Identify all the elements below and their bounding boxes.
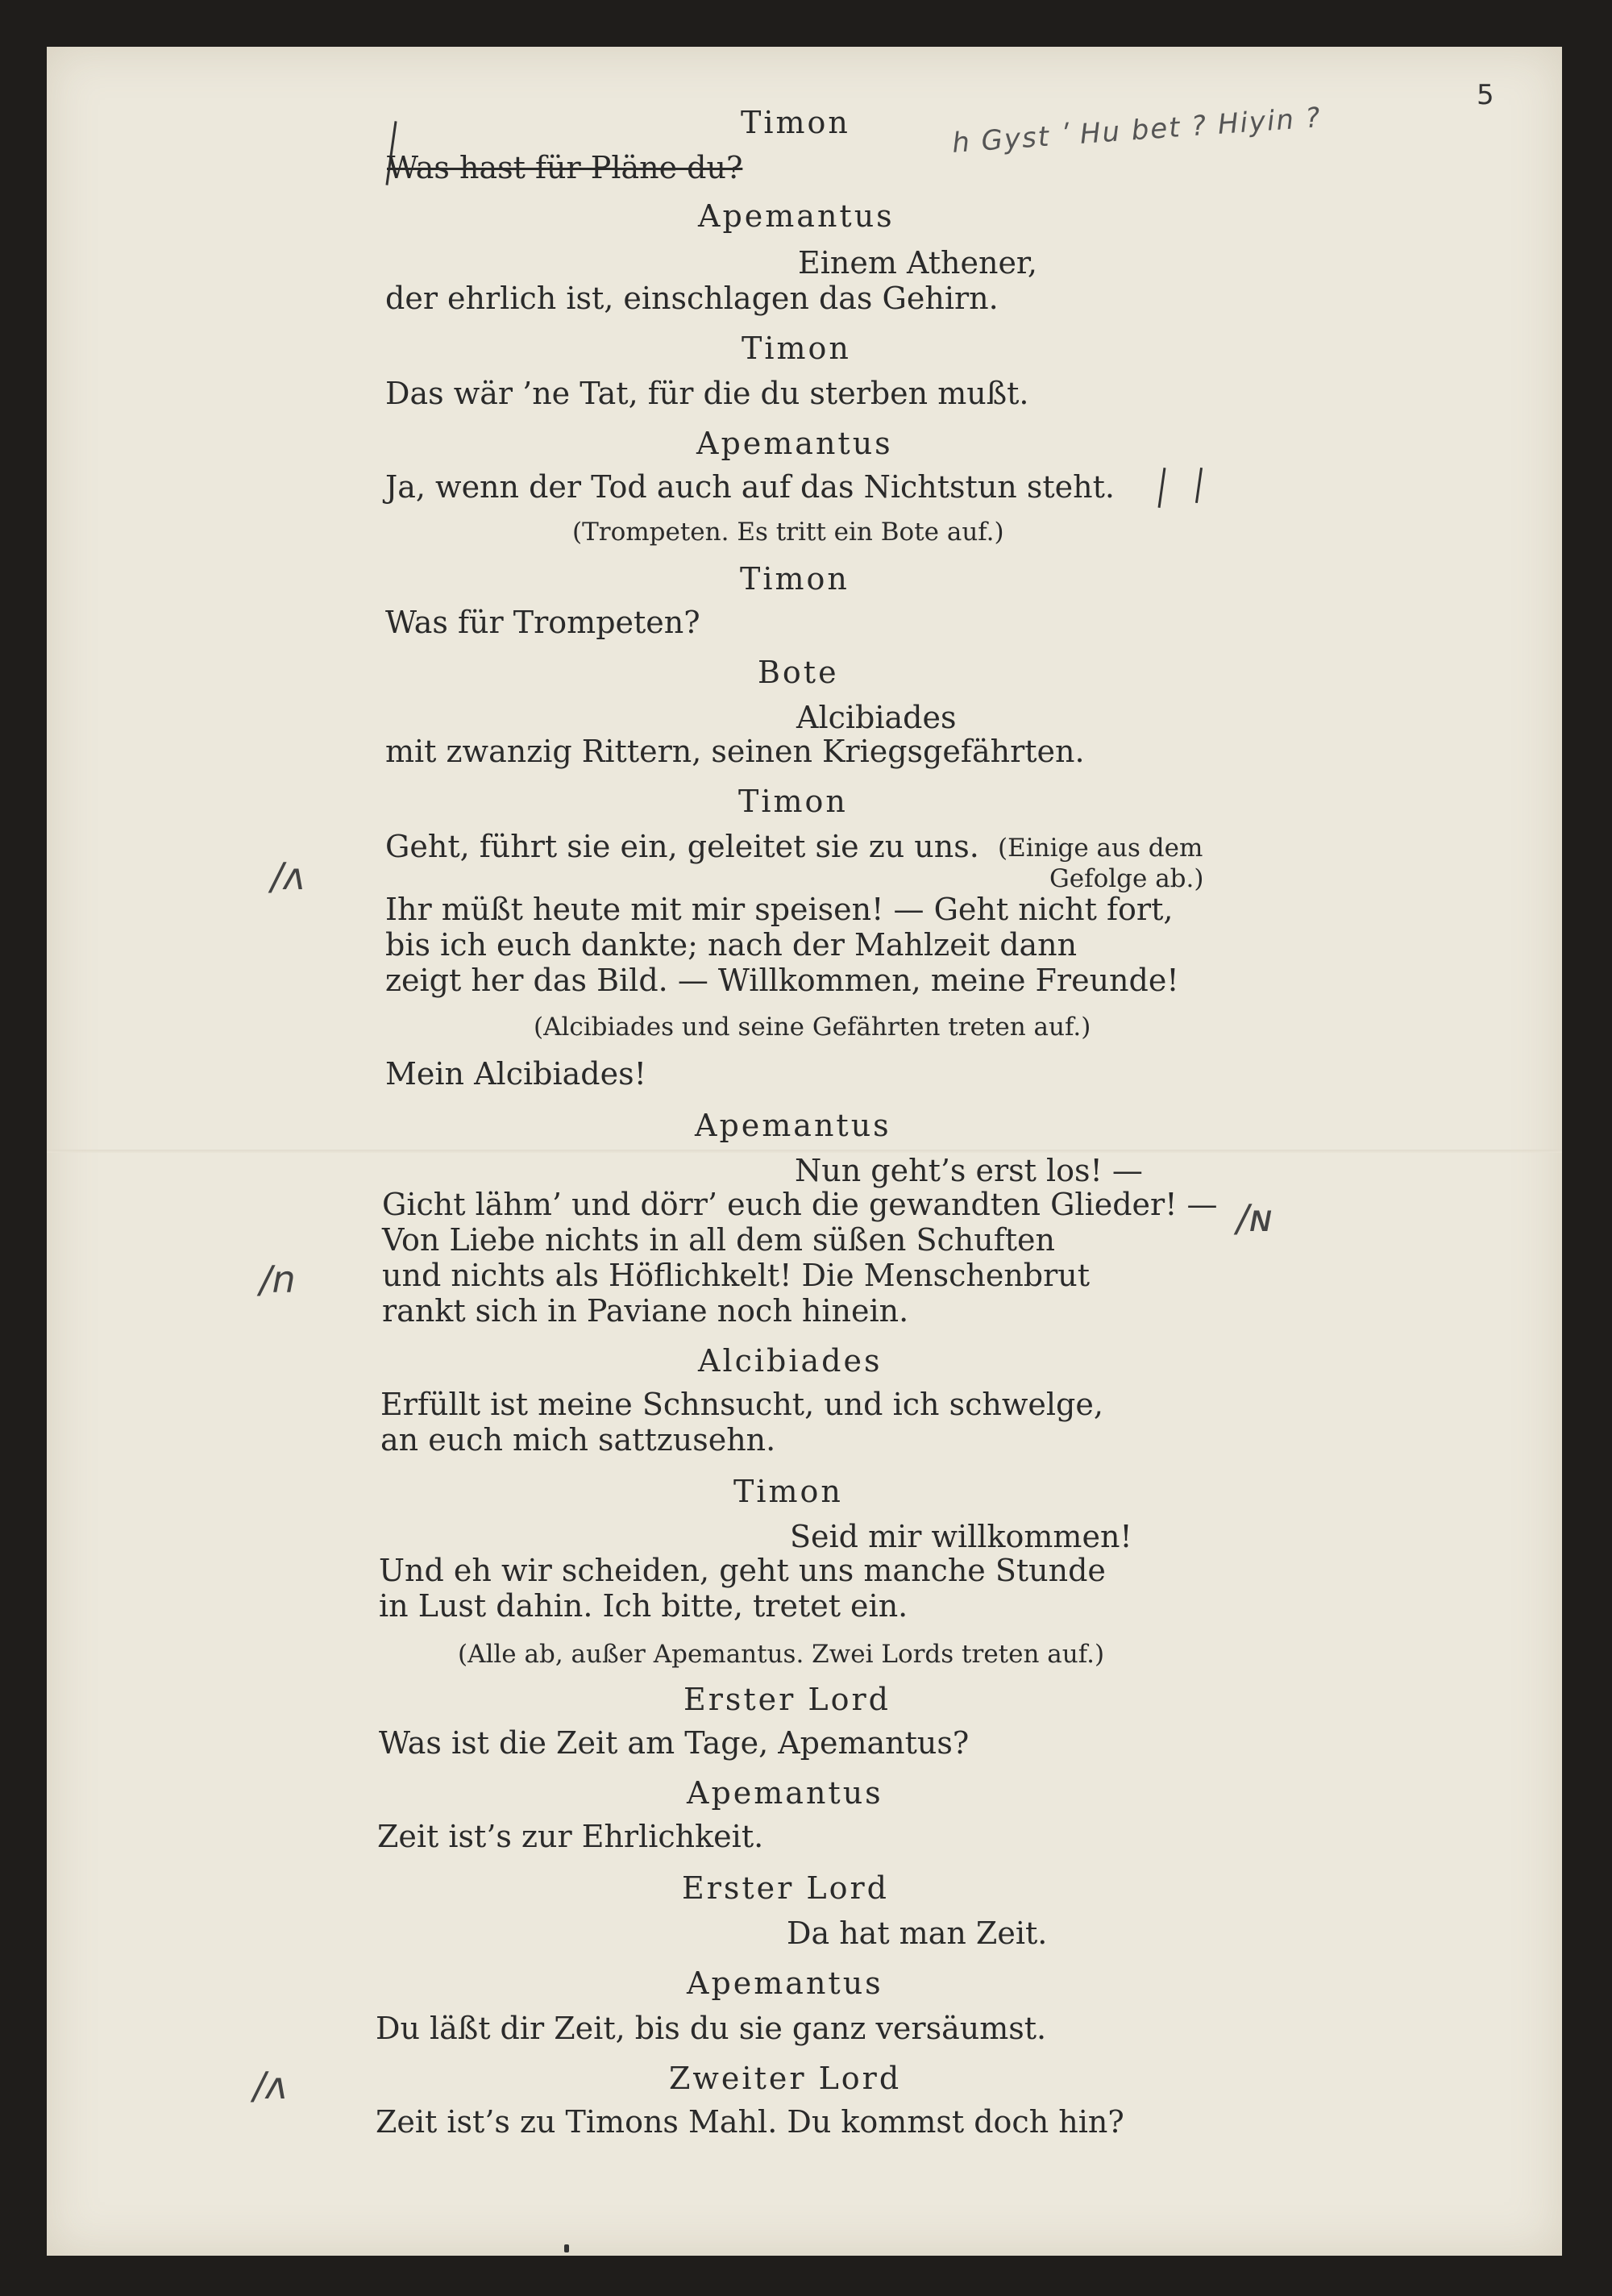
verse-line: Du läßt dir Zeit, bis du sie ganz versäumst. <box>376 2011 1047 2046</box>
verse-line: Zeit ist’s zu Timons Mahl. Du kommst doch hin? <box>376 2104 1124 2140</box>
speaker-name: Apemantus <box>695 1108 891 1143</box>
verse-line: Geht, führt sie ein, geleitet sie zu uns. <box>385 829 979 864</box>
speaker-name: Timon <box>733 1474 843 1509</box>
verse-line: Ihr müßt heute mit mir speisen! — Geht nicht fort, <box>385 892 1174 927</box>
speaker-name: Timon <box>740 561 850 597</box>
verse-line: zeigt her das Bild. — Willkommen, meine Freunde! <box>385 963 1179 998</box>
stage-direction: (Alle ab, außer Apemantus. Zwei Lords treten auf.) <box>458 1640 1105 1669</box>
verse-line: der ehrlich ist, einschlagen das Gehirn. <box>385 281 999 316</box>
verse-line: Alcibiades <box>796 700 957 735</box>
speaker-name: Timon <box>741 105 850 140</box>
verse-line: Nun geht’s erst los! — <box>795 1153 1143 1188</box>
verse-line: rankt sich in Paviane noch hinein. <box>382 1293 909 1329</box>
speaker-name: Bote <box>758 655 839 690</box>
verse-line: Von Liebe nichts in all dem süßen Schuften <box>382 1222 1056 1258</box>
stage-direction: (Alcibiades und seine Gefährten treten auf.) <box>534 1013 1091 1042</box>
speaker-name: Alcibiades <box>698 1343 883 1379</box>
verse-line: in Lust dahin. Ich bitte, tretet ein. <box>379 1588 908 1624</box>
verse-line: bis ich euch dankte; nach der Mahlzeit dann <box>385 927 1078 963</box>
verse-line: Mein Alcibiades! <box>385 1056 646 1092</box>
margin-mark: /ʌ <box>253 2064 288 2107</box>
handwritten-annotation: h Gyst ʹ Hu bet ? Hiyin ? <box>951 101 1323 160</box>
verse-line: Ja, wenn der Tod auch auf das Nichtstun steht. <box>385 469 1115 505</box>
margin-mark: /ʌ <box>271 855 305 898</box>
verse-line: Erfüllt ist meine Schnsucht, und ich schwelge, <box>380 1387 1103 1422</box>
stage-direction: (Trompeten. Es tritt ein Bote auf.) <box>572 518 1004 547</box>
ink-dot <box>564 2244 569 2252</box>
verse-line: an euch mich sattzusehn. <box>380 1422 776 1458</box>
stage-direction: (Einige aus dem <box>998 834 1203 863</box>
speaker-name: Apemantus <box>698 198 895 234</box>
speaker-name: Timon <box>742 331 851 366</box>
verse-line: Seid mir willkommen! <box>790 1519 1132 1554</box>
verse-line: Einem Athener, <box>798 245 1038 281</box>
margin-mark: /n <box>260 1258 296 1301</box>
page-number: 5 <box>1477 79 1494 111</box>
speaker-name: Timon <box>738 784 848 819</box>
verse-line: mit zwanzig Rittern, seinen Kriegsgefährten. <box>385 734 1085 769</box>
verse-line: Und eh wir scheiden, geht uns manche Stunde <box>379 1553 1106 1588</box>
verse-line: Da hat man Zeit. <box>787 1915 1048 1951</box>
speaker-name: Erster Lord <box>682 1870 890 1906</box>
verse-line: Gicht lähm’ und dörr’ euch die gewandten Glieder! — <box>382 1187 1218 1222</box>
speaker-name: Erster Lord <box>683 1682 891 1717</box>
verse-line: Das wär ’ne Tat, für die du sterben mußt. <box>385 376 1029 411</box>
speaker-name: Apemantus <box>687 1775 883 1811</box>
verse-line: und nichts als Höflichkelt! Die Menschenbrut <box>382 1258 1091 1293</box>
verse-line: Was für Trompeten? <box>385 605 700 640</box>
speaker-name: Apemantus <box>696 426 893 461</box>
stage-direction: Gefolge ab.) <box>1049 864 1204 893</box>
margin-mark: /ɴ <box>1236 1196 1273 1240</box>
verse-line: Was ist die Zeit am Tage, Apemantus? <box>379 1725 970 1761</box>
struck-verse-line: Was hast für Pläne du? <box>387 150 743 185</box>
speaker-name: Zweiter Lord <box>669 2061 902 2096</box>
verse-line: Zeit ist’s zur Ehrlichkeit. <box>377 1819 764 1854</box>
speaker-name: Apemantus <box>687 1965 883 2001</box>
